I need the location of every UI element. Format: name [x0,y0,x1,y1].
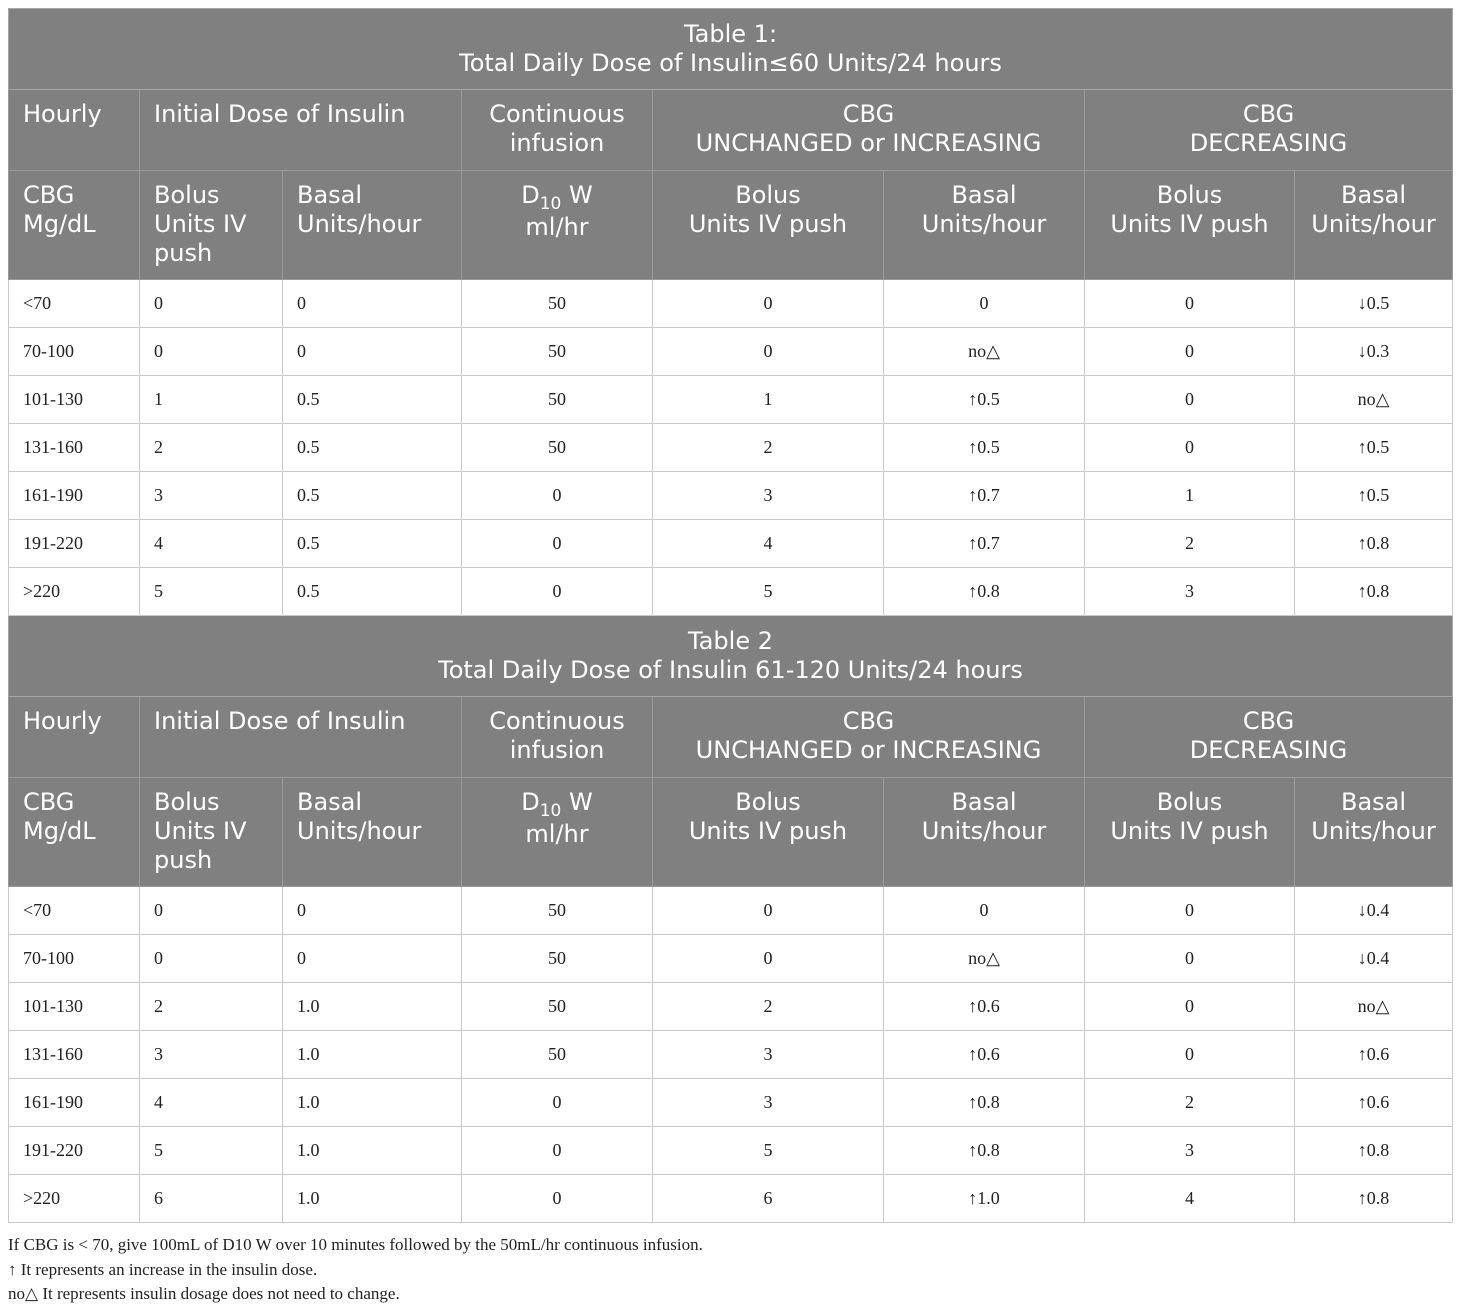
cell-decreasing-basal: ↓0.3 [1295,328,1453,376]
table-row [9,568,1453,616]
cell-cbg-range: <70 [9,887,140,935]
table-body [9,9,1453,1223]
cell-cbg-range: >220 [9,568,140,616]
cell-d10w-rate: 50 [462,280,653,328]
header-hourly [9,697,140,778]
cell-cbg-range: 70-100 [9,935,140,983]
header-continuous-line-2: infusion [509,736,605,764]
cell-initial-bolus: 4 [140,1079,283,1127]
cell-decreasing-bolus: 2 [1085,1079,1295,1127]
table-row [9,1175,1453,1223]
cell-decreasing-basal: no△ [1295,376,1453,424]
header-initial-bolus [140,171,283,280]
cell-unchanged-bolus: 6 [653,1175,884,1223]
cell-unchanged-bolus: 2 [653,424,884,472]
insulin-dose-table [8,8,1453,1223]
cell-initial-bolus: 4 [140,520,283,568]
cell-unchanged-bolus: 5 [653,1127,884,1175]
table-row [9,1031,1453,1079]
header-unchanged-bolus-line-1: Bolus [735,181,801,209]
cell-decreasing-bolus: 3 [1085,568,1295,616]
header-bolus-line-1: Bolus [154,788,220,816]
header-initial-dose-text: Initial Dose of Insulin [154,707,406,735]
header-bolus-line-3: push [154,846,213,874]
cell-d10w-rate: 50 [462,1031,653,1079]
cell-unchanged-bolus: 2 [653,983,884,1031]
cell-decreasing-bolus: 2 [1085,520,1295,568]
table-title-line-2: Total Daily Dose of Insulin≤60 Units/24 hours [459,49,1002,77]
header-initial-dose [140,697,462,778]
header-bolus-line-2: Units IV [154,210,247,238]
cell-cbg-range: 131-160 [9,1031,140,1079]
table-title-row [9,616,1453,697]
cell-decreasing-bolus: 0 [1085,328,1295,376]
cell-decreasing-bolus: 0 [1085,983,1295,1031]
cell-initial-bolus: 5 [140,1127,283,1175]
cell-decreasing-basal: ↓0.4 [1295,887,1453,935]
header-unchanged-bolus-line-1: Bolus [735,788,801,816]
header-decreasing-bolus-line-1: Bolus [1156,788,1223,816]
header-decreasing-bolus [1085,171,1295,280]
header-d10w-prefix: D [521,181,540,209]
header-initial-basal [283,171,462,280]
cell-unchanged-bolus: 0 [653,887,884,935]
cell-decreasing-bolus: 4 [1085,1175,1295,1223]
cell-decreasing-bolus: 0 [1085,887,1295,935]
cell-decreasing-bolus: 1 [1085,472,1295,520]
cell-initial-bolus: 0 [140,280,283,328]
header-decreasing-basal-line-1: Basal [1340,788,1407,816]
table-row [9,280,1453,328]
cell-d10w-rate: 50 [462,887,653,935]
cell-cbg-range: >220 [9,1175,140,1223]
cell-d10w-rate: 0 [462,1079,653,1127]
cell-d10w-rate: 0 [462,1127,653,1175]
table-title-row [9,9,1453,90]
header-cbg-line-1: CBG [23,788,75,816]
header-d10w-line-1 [476,788,638,820]
cell-initial-basal: 1.0 [283,1031,462,1079]
table-row [9,520,1453,568]
header-bolus-line-2: Units IV [154,817,247,845]
table-row [9,376,1453,424]
header-continuous-infusion [462,697,653,778]
header-d10w-subscript: 10 [539,801,562,821]
header-basal-line-1: Basal [297,181,363,209]
header-decreasing-bolus-line-2: Units IV push [1110,817,1269,845]
group-header-row [9,697,1453,778]
cell-unchanged-basal: no△ [884,935,1085,983]
cell-decreasing-bolus: 0 [1085,280,1295,328]
header-continuous-infusion [462,90,653,171]
cell-unchanged-basal: ↑0.7 [884,472,1085,520]
footnote-increase-arrow: ↑ It represents an increase in the insulin dose. [8,1259,318,1279]
header-d10w [462,171,653,280]
header-cbg-line-2: Mg/dL [23,210,96,238]
cell-initial-basal: 0.5 [283,376,462,424]
cell-cbg-range: 101-130 [9,376,140,424]
cell-unchanged-bolus: 3 [653,472,884,520]
header-unchanged-line-1: CBG [842,100,895,128]
cell-unchanged-bolus: 5 [653,568,884,616]
cell-decreasing-bolus: 0 [1085,1031,1295,1079]
header-d10w [462,778,653,887]
header-d10w-line-2: ml/hr [525,213,589,241]
cell-initial-basal: 0.5 [283,568,462,616]
cell-initial-bolus: 0 [140,328,283,376]
cell-unchanged-basal: ↑0.8 [884,1127,1085,1175]
cell-decreasing-basal: ↑0.6 [1295,1031,1453,1079]
cell-d10w-rate: 50 [462,983,653,1031]
table-row [9,1127,1453,1175]
header-decreasing-basal-line-2: Units/hour [1311,210,1436,238]
header-bolus-line-3: push [154,239,213,267]
header-unchanged-basal-line-2: Units/hour [921,817,1047,845]
cell-decreasing-basal: ↑0.5 [1295,472,1453,520]
header-basal-line-2: Units/hour [297,817,422,845]
header-decreasing-bolus-line-2: Units IV push [1110,210,1269,238]
column-header-row [9,171,1453,280]
header-unchanged-line-1: CBG [842,707,895,735]
table-row [9,328,1453,376]
cell-initial-basal: 1.0 [283,983,462,1031]
cell-unchanged-basal: ↑0.6 [884,1031,1085,1079]
table-title [9,616,1453,697]
header-hourly-text: Hourly [23,100,102,128]
header-decreasing-line-2: DECREASING [1189,736,1348,764]
cell-initial-bolus: 0 [140,887,283,935]
header-cbg-unchanged [653,90,1085,171]
header-continuous-line-2: infusion [509,129,605,157]
header-unchanged-bolus [653,171,884,280]
table-title-line-1: Table 2 [688,627,773,655]
table-title-line-1: Table 1: [683,20,778,48]
header-cbg-decreasing [1085,697,1453,778]
header-initial-basal [283,778,462,887]
cell-initial-basal: 1.0 [283,1175,462,1223]
footnotes [8,1233,703,1307]
cell-decreasing-basal: ↑0.5 [1295,424,1453,472]
header-d10w-subscript: 10 [539,194,562,214]
header-initial-dose [140,90,462,171]
cell-unchanged-bolus: 0 [653,935,884,983]
header-decreasing-line-2: DECREASING [1189,129,1348,157]
table-row [9,935,1453,983]
cell-initial-basal: 0 [283,935,462,983]
cell-initial-basal: 1.0 [283,1079,462,1127]
cell-decreasing-bolus: 0 [1085,424,1295,472]
header-cbg-mgdl [9,171,140,280]
cell-initial-bolus: 2 [140,424,283,472]
table-title-line-2: Total Daily Dose of Insulin 61-120 Units/24 hours [438,656,1023,684]
cell-unchanged-bolus: 0 [653,280,884,328]
cell-decreasing-basal: ↓0.5 [1295,280,1453,328]
cell-cbg-range: 70-100 [9,328,140,376]
cell-initial-bolus: 3 [140,1031,283,1079]
cell-cbg-range: 161-190 [9,1079,140,1127]
cell-decreasing-basal: ↑0.8 [1295,520,1453,568]
header-hourly-text: Hourly [23,707,102,735]
cell-unchanged-basal: ↑1.0 [884,1175,1085,1223]
table-row [9,1079,1453,1127]
cell-d10w-rate: 50 [462,424,653,472]
cell-unchanged-basal: ↑0.8 [884,568,1085,616]
cell-initial-basal: 1.0 [283,1127,462,1175]
document [8,8,1452,1223]
footnote-no-change: no△ It represents insulin dosage does not need to change. [8,1284,400,1303]
header-continuous-line-1: Continuous [489,100,625,128]
cell-cbg-range: <70 [9,280,140,328]
header-cbg-mgdl [9,778,140,887]
header-initial-dose-text: Initial Dose of Insulin [154,100,406,128]
header-unchanged-basal [884,778,1085,887]
cell-unchanged-basal: ↑0.8 [884,1079,1085,1127]
header-d10w-line-2: ml/hr [525,820,589,848]
cell-unchanged-basal: no△ [884,328,1085,376]
cell-cbg-range: 191-220 [9,520,140,568]
header-unchanged-basal [884,171,1085,280]
header-d10w-suffix: W [561,788,593,816]
cell-initial-bolus: 1 [140,376,283,424]
cell-initial-bolus: 5 [140,568,283,616]
cell-initial-bolus: 6 [140,1175,283,1223]
cell-decreasing-bolus: 0 [1085,376,1295,424]
header-unchanged-basal-line-2: Units/hour [921,210,1047,238]
cell-decreasing-basal: ↑0.8 [1295,1175,1453,1223]
header-cbg-line-1: CBG [23,181,75,209]
cell-initial-bolus: 2 [140,983,283,1031]
cell-d10w-rate: 50 [462,935,653,983]
header-unchanged-basal-line-1: Basal [951,788,1017,816]
cell-unchanged-basal: ↑0.7 [884,520,1085,568]
header-decreasing-basal [1295,778,1453,887]
cell-decreasing-basal: ↑0.8 [1295,568,1453,616]
header-cbg-unchanged [653,697,1085,778]
header-decreasing-basal [1295,171,1453,280]
header-decreasing-line-1: CBG [1242,707,1295,735]
header-cbg-decreasing [1085,90,1453,171]
table-row [9,983,1453,1031]
cell-decreasing-basal: no△ [1295,983,1453,1031]
cell-cbg-range: 101-130 [9,983,140,1031]
header-decreasing-line-1: CBG [1242,100,1295,128]
header-basal-line-2: Units/hour [297,210,422,238]
header-decreasing-bolus-line-1: Bolus [1156,181,1223,209]
cell-d10w-rate: 50 [462,328,653,376]
header-unchanged-bolus-line-2: Units IV push [688,210,848,238]
cell-unchanged-bolus: 3 [653,1079,884,1127]
column-header-row [9,778,1453,887]
table-row [9,424,1453,472]
cell-initial-basal: 0.5 [283,472,462,520]
cell-unchanged-basal: 0 [884,887,1085,935]
cell-unchanged-bolus: 3 [653,1031,884,1079]
table-row [9,887,1453,935]
table-row [9,472,1453,520]
cell-cbg-range: 131-160 [9,424,140,472]
cell-unchanged-bolus: 0 [653,328,884,376]
cell-d10w-rate: 0 [462,568,653,616]
header-unchanged-basal-line-1: Basal [951,181,1017,209]
header-unchanged-bolus-line-2: Units IV push [688,817,848,845]
cell-decreasing-basal: ↓0.4 [1295,935,1453,983]
header-d10w-prefix: D [521,788,540,816]
table-title [9,9,1453,90]
header-decreasing-basal-line-2: Units/hour [1311,817,1436,845]
header-unchanged-line-2: UNCHANGED or INCREASING [695,736,1042,764]
cell-decreasing-bolus: 3 [1085,1127,1295,1175]
group-header-row [9,90,1453,171]
cell-initial-basal: 0 [283,887,462,935]
cell-d10w-rate: 50 [462,376,653,424]
cell-initial-bolus: 3 [140,472,283,520]
cell-d10w-rate: 0 [462,472,653,520]
header-initial-bolus [140,778,283,887]
cell-initial-basal: 0 [283,328,462,376]
header-basal-line-1: Basal [297,788,363,816]
cell-initial-basal: 0.5 [283,520,462,568]
cell-unchanged-basal: ↑0.5 [884,424,1085,472]
cell-cbg-range: 191-220 [9,1127,140,1175]
header-d10w-suffix: W [561,181,593,209]
cell-unchanged-bolus: 4 [653,520,884,568]
cell-unchanged-basal: ↑0.5 [884,376,1085,424]
header-decreasing-basal-line-1: Basal [1340,181,1407,209]
footnote-hypoglycemia: If CBG is < 70, give 100mL of D10 W over 10 minutes followed by the 50mL/hr continuous infusion. [8,1235,703,1254]
header-unchanged-line-2: UNCHANGED or INCREASING [695,129,1042,157]
cell-d10w-rate: 0 [462,1175,653,1223]
header-continuous-line-1: Continuous [489,707,625,735]
cell-cbg-range: 161-190 [9,472,140,520]
header-cbg-line-2: Mg/dL [23,817,96,845]
header-unchanged-bolus [653,778,884,887]
cell-unchanged-bolus: 1 [653,376,884,424]
cell-unchanged-basal: ↑0.6 [884,983,1085,1031]
header-bolus-line-1: Bolus [154,181,220,209]
cell-initial-bolus: 0 [140,935,283,983]
header-hourly [9,90,140,171]
header-decreasing-bolus [1085,778,1295,887]
cell-decreasing-basal: ↑0.6 [1295,1079,1453,1127]
cell-decreasing-bolus: 0 [1085,935,1295,983]
cell-initial-basal: 0 [283,280,462,328]
cell-decreasing-basal: ↑0.8 [1295,1127,1453,1175]
cell-d10w-rate: 0 [462,520,653,568]
cell-initial-basal: 0.5 [283,424,462,472]
cell-unchanged-basal: 0 [884,280,1085,328]
header-d10w-line-1 [476,181,638,213]
